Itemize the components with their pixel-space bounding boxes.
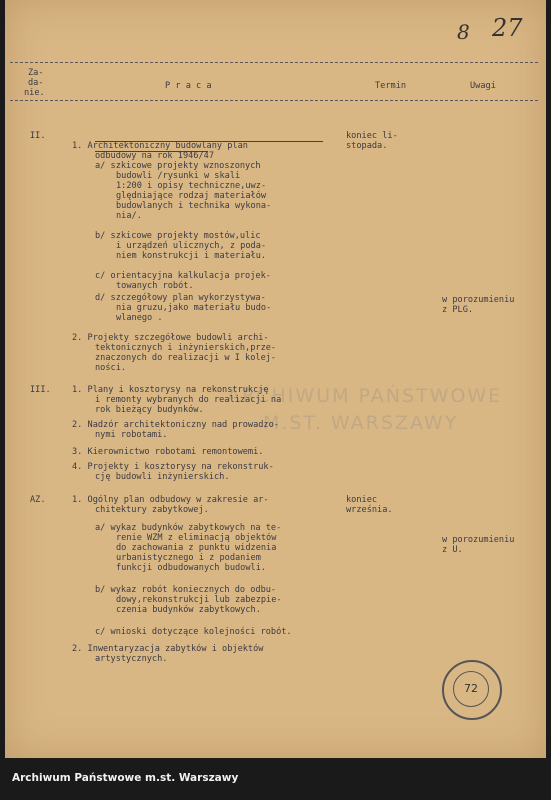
document-line: funkcji odbudowanych budowli. (116, 563, 267, 573)
note-text: w porozumieniu (442, 535, 515, 545)
document-line: 4. Projekty i kosztorysy na rekonstruk- (72, 462, 274, 472)
term-text: stopada. (346, 141, 388, 151)
archive-stamp (442, 660, 502, 720)
document-line: nia/. (116, 211, 142, 221)
document-line: towanych robót. (116, 281, 194, 291)
document-line: niem konstrukcji i materiału. (116, 251, 267, 261)
document-line: 2. Inwentaryzacja zabytków i objektów (72, 644, 264, 654)
document-line: znaczonych do realizacji w I kolej- (95, 353, 277, 363)
section-number: AZ. (30, 495, 46, 505)
watermark-line1: ARCHIWUM PAŃSTWOWE (227, 385, 503, 407)
document-line: artystycznych. (95, 654, 168, 664)
document-line: renie WZM z eliminacją objektów (116, 533, 277, 543)
header-task-line1: Za- (28, 68, 44, 78)
archive-stamp-number: 72 (464, 682, 478, 695)
term-text: września. (346, 505, 393, 515)
document-page (5, 0, 546, 758)
document-line: 1. Architektoniczny budowlany plan (72, 141, 248, 151)
header-bottom-rule (10, 100, 538, 101)
section-number: III. (30, 385, 51, 395)
document-line: i urządzeń ulicznych, z poda- (116, 241, 267, 251)
document-line: i remonty wybranych do realizacji na (95, 395, 282, 405)
folio-number-large: 27 (492, 14, 523, 42)
document-line: ględniające rodzaj materiałów (116, 191, 267, 201)
note-text: z PLG. (442, 305, 474, 315)
document-line: 2. Projekty szczegółowe budowli archi- (72, 333, 269, 343)
document-line: dowy,rekonstrukcji lub zabezpie- (116, 595, 282, 605)
folio-number-small: 8 (457, 20, 470, 44)
document-line: d/ szczegółowy plan wykorzystywa- (95, 293, 266, 303)
document-line: nia gruzu,jako materiału budo- (116, 303, 272, 313)
document-line: b/ wykaz robót koniecznych do odbu- (95, 585, 277, 595)
document-line: c/ wnioski dotyczące kolejności robót. (95, 627, 292, 637)
watermark-line2: M.ST. WARSZAWY (263, 412, 459, 434)
note-text: w porozumieniu (442, 295, 515, 305)
document-line: c/ orientacyjna kalkulacja projek- (95, 271, 271, 281)
document-line: czenia budynków zabytkowych. (116, 605, 261, 615)
document-line: b/ szkicowe projekty mostów,ulic (95, 231, 261, 241)
archive-stamp-inner-ring (453, 671, 489, 707)
document-line: 1:200 i opisy techniczne,uwz- (116, 181, 267, 191)
document-line: cję budowli inżynierskich. (95, 472, 230, 482)
term-text: koniec (346, 495, 378, 505)
header-work: P r a c a (165, 81, 212, 91)
document-line: a/ szkicowe projekty wznoszonych (95, 161, 261, 171)
footer-archive-label: Archiwum Państwowe m.st. Warszawy (12, 772, 239, 784)
document-line: wlanego . (116, 313, 163, 323)
document-line: do zachowania z punktu widzenia (116, 543, 277, 553)
note-text: z U. (442, 545, 463, 555)
document-line: rok bieżący budynków. (95, 405, 204, 415)
term-text: koniec li- (346, 131, 398, 141)
document-line: 2. Nadzór architektoniczny nad prowadzo- (72, 420, 279, 430)
document-line: ności. (95, 363, 127, 373)
document-line: chitektury zabytkowej. (95, 505, 209, 515)
document-line: 1. Plany i kosztorysy na rekonstrukcję (72, 385, 269, 395)
document-line: a/ wykaz budynków zabytkowych na te- (95, 523, 282, 533)
document-line: budowli /rysunki w skali (116, 171, 241, 181)
header-top-rule (10, 62, 538, 63)
document-line: 1. Ogólny plan odbudowy w zakresie ar- (72, 495, 269, 505)
header-notes: Uwagi (470, 81, 496, 91)
section-number: II. (30, 131, 46, 141)
document-line: budowlanych i technika wykona- (116, 201, 272, 211)
document-line: tektonicznych i inżynierskich,prze- (95, 343, 277, 353)
document-line: 3. Kierownictwo robotami remontowemi. (72, 447, 264, 457)
header-task-line3: nie. (24, 88, 45, 98)
document-line: odbudowy na rok 1946/47 (95, 151, 214, 161)
document-line: urbanistycznego i z podaniem (116, 553, 261, 563)
header-term: Termin (375, 81, 407, 91)
header-task-line2: da- (28, 78, 44, 88)
document-line: nymi robotami. (95, 430, 168, 440)
